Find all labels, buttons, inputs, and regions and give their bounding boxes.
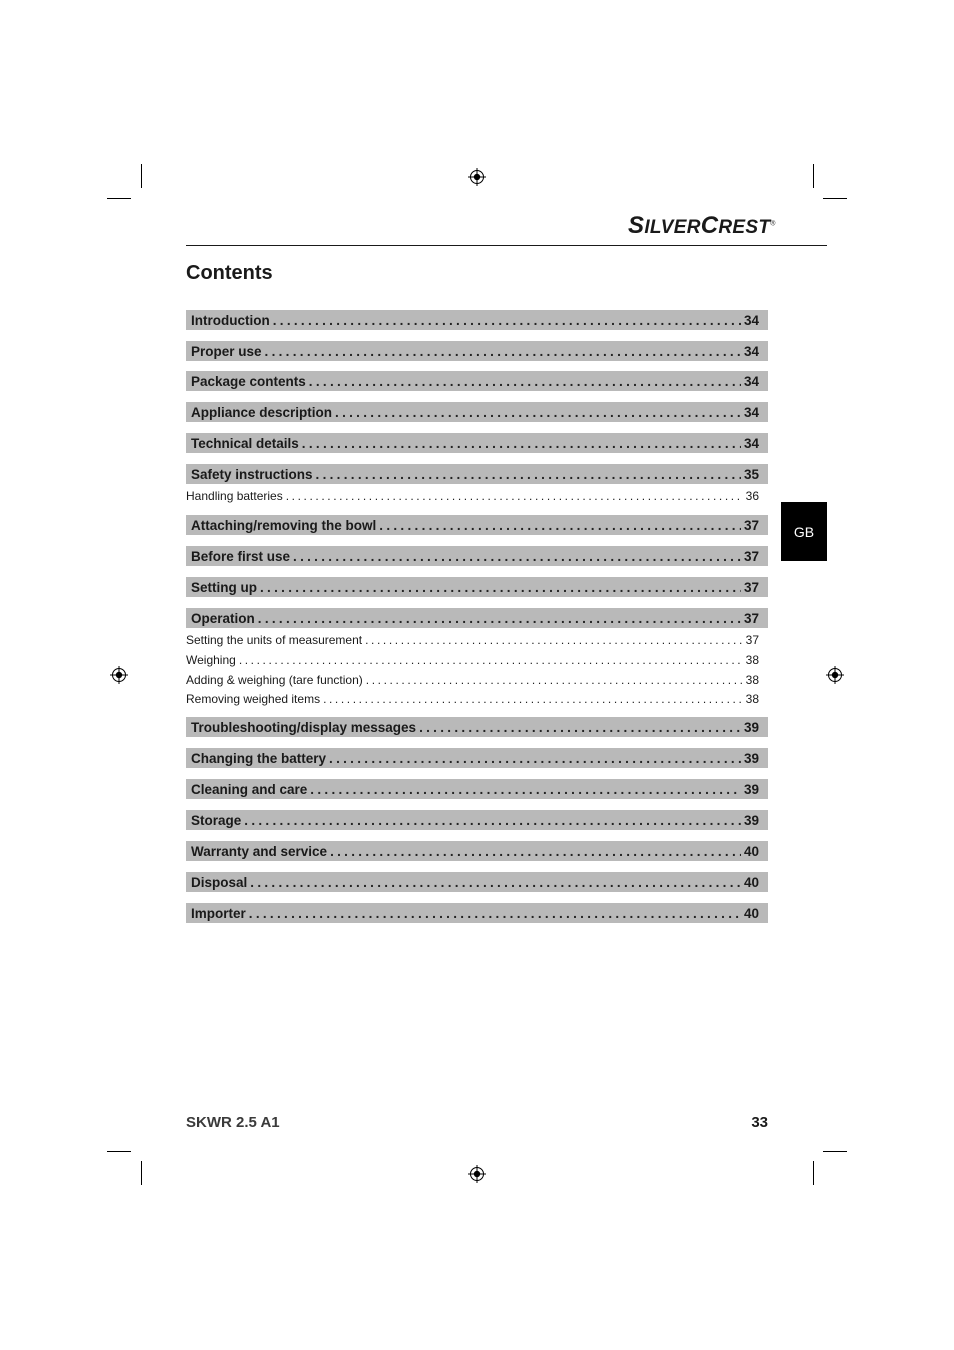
toc-leader-dots (258, 611, 741, 626)
toc-entry-page: 40 (743, 905, 759, 921)
toc-entry-page: 37 (743, 610, 759, 626)
page-number: 33 (751, 1114, 768, 1131)
toc-leader-dots (286, 489, 743, 503)
language-tab: GB (781, 502, 827, 561)
toc-leader-dots (329, 751, 741, 766)
toc-leader-dots (250, 875, 741, 890)
crop-mark-top-left-v (141, 164, 142, 188)
toc-entry[interactable] (186, 310, 768, 330)
toc-entry-page: 37 (743, 548, 759, 564)
toc-entry-page: 37 (743, 579, 759, 595)
toc-entry-page: 40 (743, 843, 759, 859)
toc-entry-page: 37 (743, 517, 759, 533)
crop-mark-bottom-right-h (823, 1151, 847, 1152)
toc-entry-label: Proper use (191, 343, 262, 359)
toc-entry[interactable] (186, 433, 768, 453)
toc-leader-dots (419, 720, 741, 735)
toc-subentry[interactable] (186, 671, 768, 689)
toc-entry-page: 34 (743, 312, 759, 328)
toc-entry-label: Cleaning and care (191, 781, 308, 797)
toc-entry[interactable] (186, 748, 768, 768)
toc-entry-label: Safety instructions (191, 466, 313, 482)
crop-mark-bottom-left-v (141, 1161, 142, 1185)
toc-entry-page: 34 (743, 373, 759, 389)
toc-leader-dots (310, 782, 741, 797)
toc-leader-dots (273, 313, 741, 328)
toc-entry-page: 39 (743, 812, 759, 828)
toc-entry-label: Removing weighed items (186, 692, 321, 706)
toc-entry-page: 38 (745, 673, 759, 687)
toc-entry-label: Troubleshooting/display messages (191, 719, 417, 735)
toc-leader-dots (265, 344, 741, 359)
toc-entry[interactable] (186, 546, 768, 566)
toc-entry-page: 39 (743, 781, 759, 797)
toc-leader-dots (335, 405, 741, 420)
toc-leader-dots (365, 633, 743, 647)
toc-entry-label: Adding & weighing (tare function) (186, 673, 363, 687)
toc-entry-label: Setting the units of measurement (186, 633, 363, 647)
toc-entry[interactable] (186, 515, 768, 535)
toc-entry[interactable] (186, 341, 768, 361)
toc-leader-dots (316, 467, 741, 482)
toc-leader-dots (249, 906, 741, 921)
toc-entry-page: 34 (743, 404, 759, 420)
toc-leader-dots (239, 653, 743, 667)
toc-entry[interactable] (186, 841, 768, 861)
toc-entry[interactable] (186, 872, 768, 892)
crop-mark-bottom-right-v (813, 1161, 814, 1185)
toc-subentry[interactable] (186, 631, 768, 649)
toc-entry-page: 40 (743, 874, 759, 890)
toc-entry-page: 38 (745, 692, 759, 706)
toc-leader-dots (379, 518, 741, 533)
model-number: SKWR 2.5 A1 (186, 1114, 280, 1131)
toc-leader-dots (309, 374, 741, 389)
toc-entry-page: 35 (743, 466, 759, 482)
toc-entry[interactable] (186, 464, 768, 484)
toc-entry[interactable] (186, 577, 768, 597)
toc-entry[interactable] (186, 402, 768, 422)
crop-mark-top-left-h (107, 198, 131, 199)
toc-entry-page: 36 (745, 489, 759, 503)
header-rule (186, 245, 827, 246)
toc-entry-label: Operation (191, 610, 255, 626)
toc-subentry[interactable] (186, 487, 768, 505)
crop-mark-bottom-left-h (107, 1151, 131, 1152)
toc-entry[interactable] (186, 903, 768, 923)
toc-entry-label: Disposal (191, 874, 248, 890)
toc-leader-dots (293, 549, 741, 564)
toc-entry-label: Technical details (191, 435, 299, 451)
page-title: Contents (186, 262, 273, 284)
toc-entry-label: Changing the battery (191, 750, 327, 766)
toc-subentry[interactable] (186, 651, 768, 669)
toc-entry-label: Weighing (186, 653, 236, 667)
registration-mark-icon (468, 1165, 486, 1183)
toc-entry-label: Package contents (191, 373, 306, 389)
crop-mark-top-right-v (813, 164, 814, 188)
toc-entry-label: Storage (191, 812, 242, 828)
toc-entry-page: 34 (743, 343, 759, 359)
toc-leader-dots (244, 813, 741, 828)
toc-entry-label: Attaching/removing the bowl (191, 517, 377, 533)
toc-entry[interactable] (186, 717, 768, 737)
registration-mark-icon (826, 666, 844, 684)
toc-entry-page: 34 (743, 435, 759, 451)
toc-entry-label: Importer (191, 905, 246, 921)
toc-entry-label: Appliance description (191, 404, 333, 420)
toc-entry-page: 38 (745, 653, 759, 667)
toc-entry-page: 39 (743, 719, 759, 735)
registration-mark-icon (468, 168, 486, 186)
toc-leader-dots (330, 844, 741, 859)
toc-entry[interactable] (186, 371, 768, 391)
toc-leader-dots (260, 580, 741, 595)
toc-entry-page: 39 (743, 750, 759, 766)
toc-entry[interactable] (186, 810, 768, 830)
brand-logo: SILVERCREST® (628, 212, 776, 239)
toc-entry-label: Handling batteries (186, 489, 283, 503)
toc-entry-label: Setting up (191, 579, 257, 595)
toc-leader-dots (302, 436, 741, 451)
toc-entry-label: Warranty and service (191, 843, 328, 859)
toc-entry[interactable] (186, 779, 768, 799)
toc-entry-page: 37 (745, 633, 759, 647)
toc-entry-label: Introduction (191, 312, 270, 328)
toc-subentry[interactable] (186, 690, 768, 708)
registration-mark-icon (110, 666, 128, 684)
toc-entry-label: Before first use (191, 548, 291, 564)
toc-leader-dots (323, 692, 743, 706)
toc-leader-dots (366, 673, 743, 687)
crop-mark-top-right-h (823, 198, 847, 199)
toc-entry[interactable] (186, 608, 768, 628)
